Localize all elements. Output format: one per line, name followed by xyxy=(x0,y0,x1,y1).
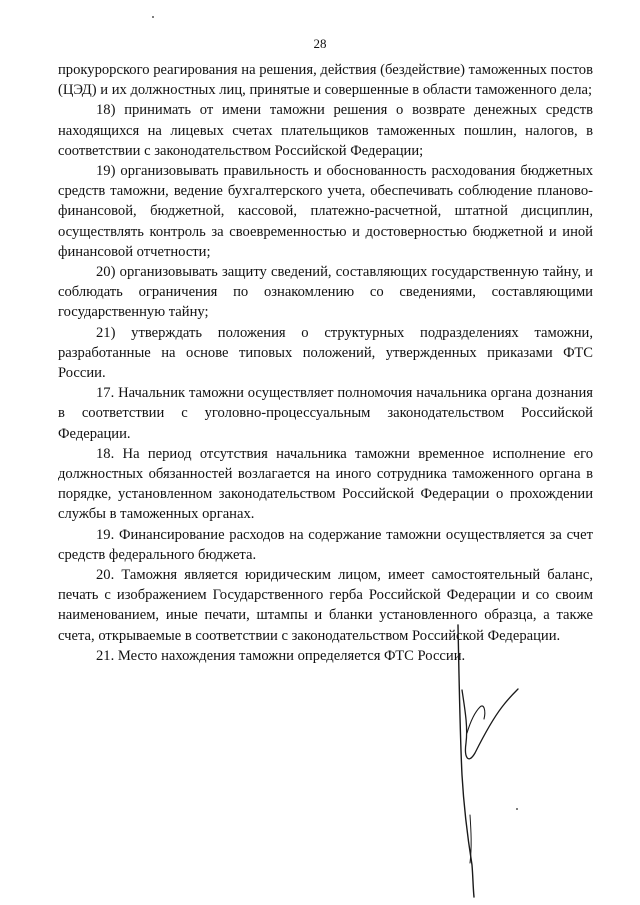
paragraph-section-21: 21. Место нахождения таможни определяется ФТС России. xyxy=(96,647,466,664)
paragraph-item-21: 21) утверждать положения о структурных подразделениях таможни, разработанные на основе типовых положений, утвержденных приказами ФТС России. xyxy=(58,324,593,382)
signature-stroke-main xyxy=(458,625,474,897)
document-body xyxy=(58,60,593,666)
signature-stroke-tail xyxy=(470,815,471,863)
paragraph-section-18: 18. На период отсутствия начальника таможни временное исполнение его должностных обязанностей возлагается на иного сотрудника таможенного органа в порядке, установленном законодательством Российской Федерации о прохождении службы в таможенных органах. xyxy=(58,445,593,523)
signature-stroke-hook xyxy=(467,706,485,733)
handwritten-signature xyxy=(440,615,550,905)
paragraph-continuation: прокурорского реагирования на решения, действия (бездействие) таможенных постов (ЦЭД) и их должностных лиц, принятые и совершенные в области таможенного дела; xyxy=(58,62,593,99)
scan-speck xyxy=(516,808,518,810)
paragraph-section-19: 19. Финансирование расходов на содержание таможни осуществляется за счет средств федерального бюджета. xyxy=(58,526,593,563)
paragraph-section-20: 20. Таможня является юридическим лицом, имеет самостоятельный баланс, печать с изображением Государственного герба Российской Федерации и со своим наименованием, иные печати, штампы и бланки установленного образца, а также счета, открываемые в соответствии с законодательством Российской Федерации. xyxy=(58,567,593,644)
paragraph-item-18: 18) принимать от имени таможни решения о возврате денежных средств находящихся на лицевых счетах плательщиков таможенных пошлин, налогов, в соответствии с законодательством Российской Федерации; xyxy=(58,102,593,159)
paragraph-item-19: 19) организовывать правильность и обоснованность расходования бюджетных средств таможни, ведение бухгалтерского учета, обеспечивать соблюдение планово-финансовой, бюджетной, кассовой, платежно-расчетной, штатной дисциплин, осуществлять контроль за своевременностью и достоверностью бюджетной и иной финансовой отчетности; xyxy=(58,163,593,260)
scan-speck xyxy=(152,16,154,18)
page-number: 28 xyxy=(313,36,327,51)
paragraph-section-17: 17. Начальник таможни осуществляет полномочия начальника органа дознания в соответствии с уголовно-процессуальным законодательством Российской Федерации. xyxy=(58,385,593,442)
paragraph-item-20: 20) организовывать защиту сведений, составляющих государственную тайну, и соблюдать ограничения по ознакомлению со сведениями, составляющими государственную тайну; xyxy=(58,264,593,321)
